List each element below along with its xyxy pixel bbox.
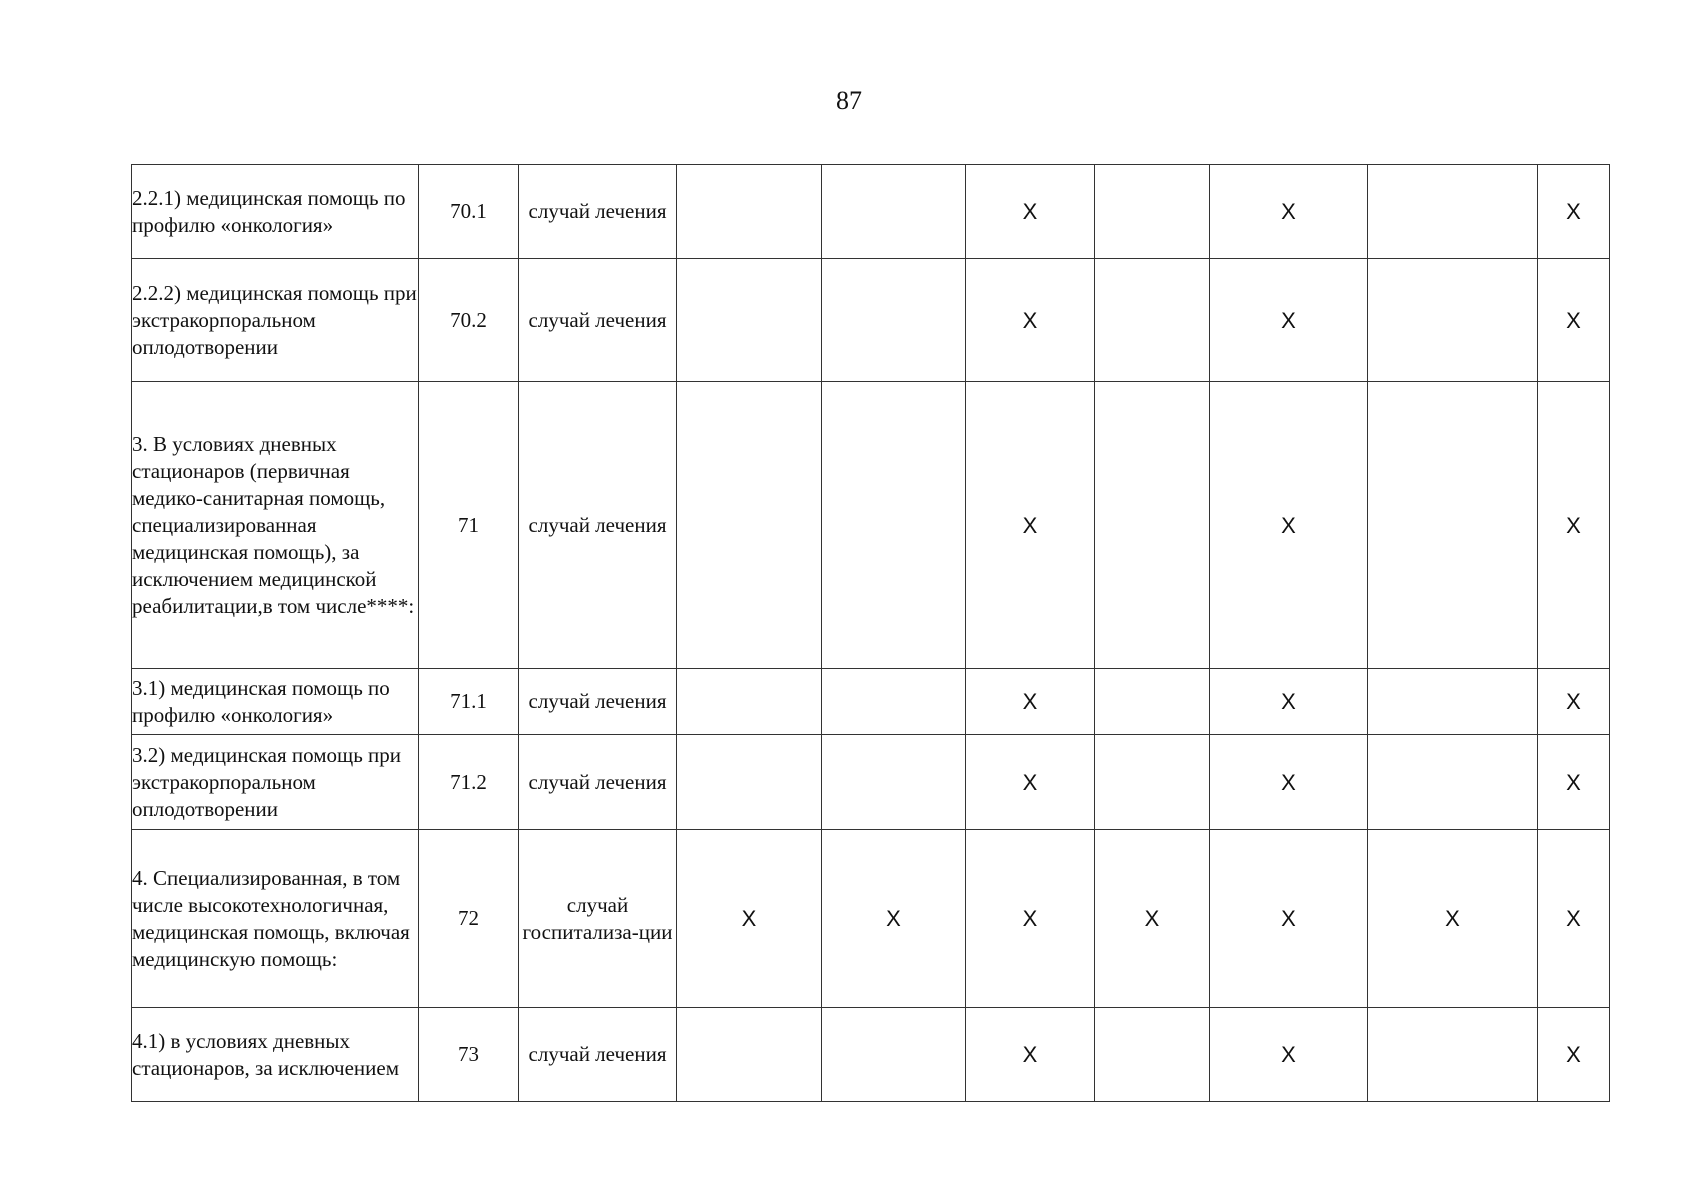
row-number-cell: 73 bbox=[419, 1008, 519, 1102]
row-name-cell: 2.2.1) медицинская помощь по профилю «онкология» bbox=[132, 165, 419, 259]
value-cell: X bbox=[966, 259, 1095, 382]
value-cell bbox=[1368, 382, 1538, 669]
value-cell: X bbox=[966, 1008, 1095, 1102]
value-cell bbox=[822, 165, 966, 259]
value-cell bbox=[677, 259, 822, 382]
unit-cell: случай лечения bbox=[519, 259, 677, 382]
unit-cell: случай лечения bbox=[519, 735, 677, 830]
table-row bbox=[132, 165, 1610, 259]
value-cell: X bbox=[966, 735, 1095, 830]
value-cell bbox=[677, 669, 822, 735]
value-cell bbox=[1095, 259, 1210, 382]
value-cell bbox=[1095, 735, 1210, 830]
value-cell bbox=[822, 669, 966, 735]
row-name-cell: 4. Специализированная, в том числе высокотехнологичная, медицинская помощь, включая медицинскую помощь: bbox=[132, 830, 419, 1008]
value-cell bbox=[1368, 735, 1538, 830]
value-cell bbox=[1095, 1008, 1210, 1102]
value-cell: X bbox=[1210, 830, 1368, 1008]
value-cell: X bbox=[1538, 165, 1610, 259]
value-cell: X bbox=[1538, 1008, 1610, 1102]
unit-cell: случай госпитализа-ции bbox=[519, 830, 677, 1008]
row-name-cell: 2.2.2) медицинская помощь при экстракорпоральном оплодотворении bbox=[132, 259, 419, 382]
value-cell: X bbox=[822, 830, 966, 1008]
value-cell: X bbox=[677, 830, 822, 1008]
row-number-cell: 72 bbox=[419, 830, 519, 1008]
value-cell bbox=[1368, 165, 1538, 259]
row-number-cell: 71.1 bbox=[419, 669, 519, 735]
data-table bbox=[131, 164, 1610, 1102]
value-cell bbox=[1095, 669, 1210, 735]
row-number-cell: 70.1 bbox=[419, 165, 519, 259]
value-cell: X bbox=[1538, 259, 1610, 382]
value-cell: X bbox=[1210, 669, 1368, 735]
value-cell: X bbox=[1538, 669, 1610, 735]
value-cell bbox=[1095, 382, 1210, 669]
value-cell: X bbox=[1210, 1008, 1368, 1102]
value-cell: X bbox=[966, 669, 1095, 735]
value-cell bbox=[1095, 165, 1210, 259]
value-cell bbox=[677, 1008, 822, 1102]
value-cell: X bbox=[1538, 382, 1610, 669]
value-cell bbox=[1368, 1008, 1538, 1102]
value-cell bbox=[677, 382, 822, 669]
value-cell: X bbox=[966, 382, 1095, 669]
unit-cell: случай лечения bbox=[519, 382, 677, 669]
value-cell bbox=[1368, 259, 1538, 382]
value-cell: X bbox=[966, 165, 1095, 259]
row-name-cell: 3.1) медицинская помощь по профилю «онкология» bbox=[132, 669, 419, 735]
unit-cell: случай лечения bbox=[519, 669, 677, 735]
value-cell: X bbox=[1368, 830, 1538, 1008]
row-number-cell: 71 bbox=[419, 382, 519, 669]
value-cell: X bbox=[1538, 735, 1610, 830]
row-name-cell: 3.2) медицинская помощь при экстракорпоральном оплодотворении bbox=[132, 735, 419, 830]
value-cell bbox=[822, 735, 966, 830]
value-cell bbox=[677, 165, 822, 259]
unit-cell: случай лечения bbox=[519, 1008, 677, 1102]
unit-cell: случай лечения bbox=[519, 165, 677, 259]
value-cell: X bbox=[1538, 830, 1610, 1008]
table-row bbox=[132, 735, 1610, 830]
value-cell bbox=[822, 259, 966, 382]
value-cell: X bbox=[1210, 165, 1368, 259]
table-row bbox=[132, 830, 1610, 1008]
table-row bbox=[132, 259, 1610, 382]
table-row bbox=[132, 382, 1610, 669]
table-row bbox=[132, 1008, 1610, 1102]
value-cell: X bbox=[966, 830, 1095, 1008]
row-number-cell: 70.2 bbox=[419, 259, 519, 382]
table-row bbox=[132, 669, 1610, 735]
row-name-cell: 4.1) в условиях дневных стационаров, за исключением bbox=[132, 1008, 419, 1102]
page-number: 87 bbox=[836, 86, 862, 115]
row-name-cell: 3. В условиях дневных стационаров (первичная медико-санитарная помощь, специализированная медицинская помощь), за исключением медицинской реабилитации,в том числе****: bbox=[132, 382, 419, 669]
value-cell bbox=[677, 735, 822, 830]
value-cell: X bbox=[1210, 259, 1368, 382]
value-cell bbox=[822, 382, 966, 669]
value-cell bbox=[822, 1008, 966, 1102]
row-number-cell: 71.2 bbox=[419, 735, 519, 830]
value-cell: X bbox=[1095, 830, 1210, 1008]
value-cell: X bbox=[1210, 735, 1368, 830]
value-cell: X bbox=[1210, 382, 1368, 669]
value-cell bbox=[1368, 669, 1538, 735]
